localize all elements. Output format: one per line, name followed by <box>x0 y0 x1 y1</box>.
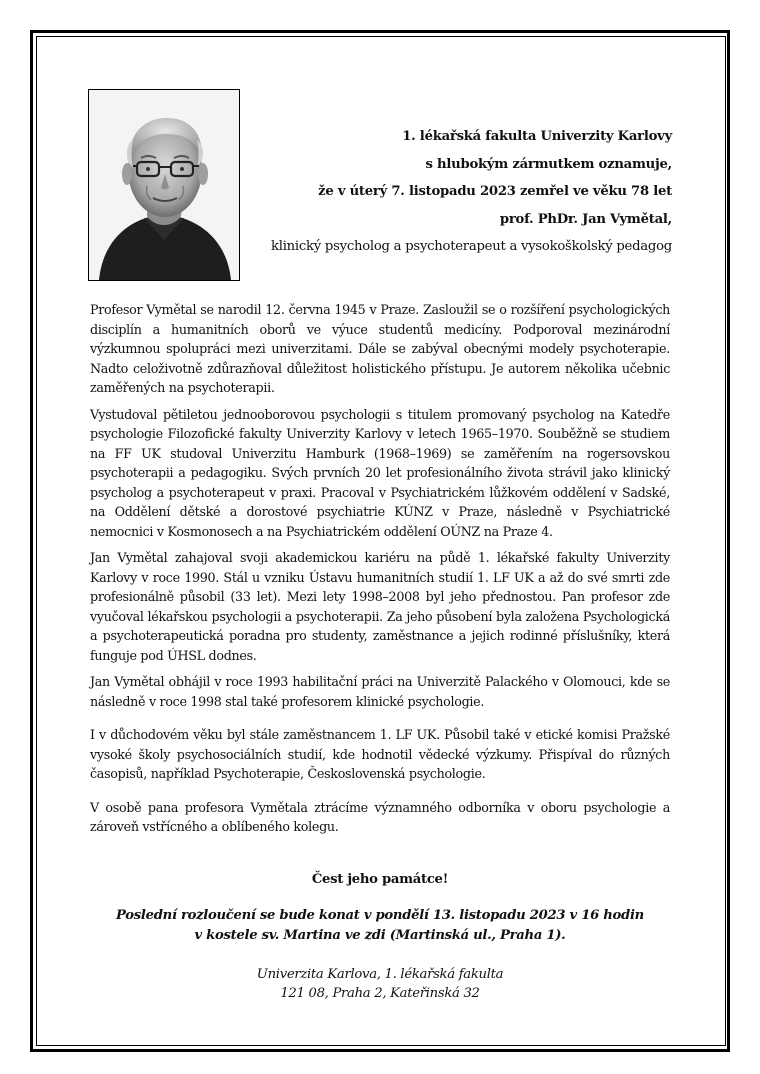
funeral-date-line: Poslední rozloučení se bude konat v pondělí 13. listopadu 2023 v 16 hodin <box>116 908 644 923</box>
deceased-name: prof. PhDr. Jan Vymětal, <box>499 211 672 227</box>
paragraph-education: Vystudoval pětiletou jednooborovou psychologii s titulem promovaný psycholog na Katedře psychologie Filozofické fakulty Univerzity Karlovy v letech 1965–1970. Souběžně se studiem na FF UK studoval Univerzitu Hamburk (1968–1969) se zaměřením na rogersovskou psychoterapii a pedagogiku. Svých prvních 20 let profesionálního života strávil jako klinický psycholog a psychoterapeut v praxi. Pracoval v Psychiatrickém lůžkovém oddělení v Sadské, na Oddělení dětské a dorostové psychiatrie KÚNZ v Praze, následně v Psychiatrické nemocnici v Kosmonosech a na Psychiatrickém oddělení OÚNZ na Praze 4. <box>90 406 670 539</box>
faculty-line: 1. lékařská fakulta Univerzity Karlovy <box>402 129 672 144</box>
institution-address <box>36 965 724 1003</box>
paragraph-academic-career: Jan Vymětal zahajoval svoji akademickou kariéru na půdě 1. lékařské fakulty Univerzity Karlovy v roce 1990. Stál u vzniku Ústavu humanitních studií 1. LF UK a až do své smrti zde profesionálně působil (33 let). Mezi lety 1998–2008 byl jeho přednostou. Pan profesor zde vyučoval lékařskou psychologii a psychoterapii. Za jeho působení byla založena Psychologická a psychoterapeutická poradna pro studenty, zaměstnance a jejich rodinné příslušníky, která funguje pod ÚHSL dodnes. <box>90 550 670 663</box>
death-date-line: že v úterý 7. listopadu 2023 zemřel ve věku 78 let <box>318 184 672 199</box>
paragraph-biography: Profesor Vymětal se narodil 12. června 1945 v Praze. Zasloužil se o rozšíření psychologických disciplín a humanitních oborů ve výuce studentů medicíny. Podporoval mezinárodní výzkumnou spolupráci mezi univerzitami. Dále se zabýval obecnými modely psychoterapie. Nadto celoživotně zdůrazňoval důležitost holistického přístupu. Je autorem několika učebnic zaměřených na psychoterapii. <box>90 302 670 395</box>
announcement-header <box>271 123 672 261</box>
portrait-image <box>89 90 239 280</box>
deceased-profession: klinický psycholog a psychoterapeut a vysokoškolský pedagog <box>271 239 672 254</box>
paragraph-retirement: I v důchodovém věku byl stále zaměstnancem 1. LF UK. Působil také v etické komisi Pražské vysoké školy psychosociálních studií, kde hodnotil vědecké výzkumy. Přispíval do různých časopisů, například Psychoterapie, Československá psychologie. <box>90 727 670 781</box>
address-institution: Univerzita Karlova, 1. lékařská fakulta <box>256 967 504 982</box>
address-street: 121 08, Praha 2, Kateřinská 32 <box>280 986 480 1001</box>
memorial-line: Čest jeho památce! <box>311 872 449 887</box>
paragraph-loss: V osobě pana profesora Vymětala ztrácíme významného odborníka v oboru psychologie a zároveň vstřícného a oblíbeného kolegu. <box>90 799 670 834</box>
funeral-info <box>36 906 724 946</box>
obituary-body <box>90 300 670 844</box>
paragraph-habilitation: Jan Vymětal obhájil v roce 1993 habilitační práci na Univerzitě Palackého v Olomouci, kde se následně v roce 1998 stal také profesorem klinické psychologie. <box>90 674 670 709</box>
announcement-line: s hlubokým zármutkem oznamuje, <box>425 156 672 172</box>
portrait-photo <box>88 89 240 281</box>
funeral-place-line: v kostele sv. Martina ve zdi (Martinská ul., Praha 1). <box>194 928 566 943</box>
